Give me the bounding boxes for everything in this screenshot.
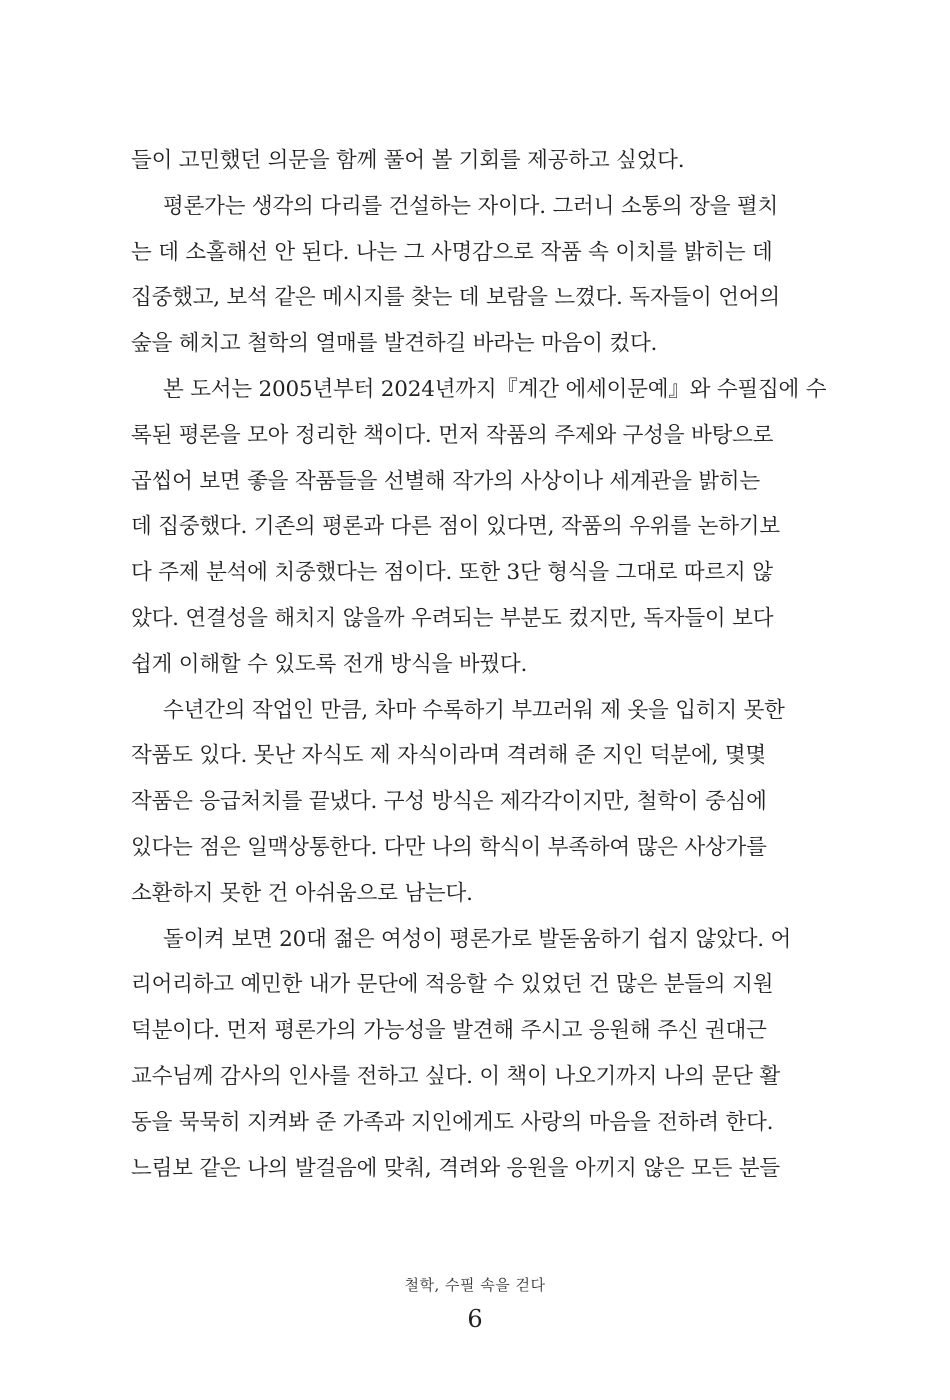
text-line: 들이 고민했던 의문을 함께 풀어 볼 기회를 제공하고 싶었다. [131,148,685,173]
text-line: 곱씹어 보면 좋을 작품들을 선별해 작가의 사상이나 세계관을 밝히는 [131,468,761,494]
text-line: 교수님께 감사의 인사를 전하고 싶다. 이 책이 나오기까지 나의 문단 활 [131,1063,780,1089]
body-text [131,138,827,1191]
text-line: 다 주제 분석에 치중했다는 점이다. 또한 3단 형식을 그대로 따르지 않 [131,560,773,586]
paragraph [131,917,791,1192]
paragraph [131,688,791,917]
text-line: 쉽게 이해할 수 있도록 전개 방식을 바꿨다. [131,651,528,677]
text-line: 집중했고, 보석 같은 메시지를 찾는 데 보람을 느꼈다. 독자들이 언어의 [131,285,780,311]
text-line: 덕분이다. 먼저 평론가의 가능성을 발견해 주시고 응원해 주신 권대근 [131,1018,767,1044]
text-line: 본 도서는 2005년부터 2024년까지『계간 에세이문예』와 수필집에 수 [163,376,827,402]
text-line: 작품은 응급처치를 끝냈다. 구성 방식은 제각각이지만, 철학이 중심에 [131,789,767,815]
text-line: 작품도 있다. 못난 자식도 제 자식이라며 격려해 준 지인 덕분에, 몇몇 [131,743,766,769]
text-line: 숲을 헤치고 철학의 열매를 발견하길 바라는 마음이 컸다. [131,331,658,357]
running-footer-book-title: 철학, 수필 속을 걷다 [404,1276,546,1294]
text-line: 동을 묵묵히 지켜봐 준 가족과 지인에게도 사랑의 마음을 전하려 한다. [131,1109,774,1135]
text-line: 느림보 같은 나의 발걸음에 맞춰, 격려와 응원을 아끼지 않은 모든 분들 [131,1155,780,1181]
paragraph [131,138,791,184]
text-line: 리어리하고 예민한 내가 문단에 적응할 수 있었던 건 많은 분들의 지원 [131,972,774,998]
text-line: 는 데 소홀해선 안 된다. 나는 그 사명감으로 작품 속 이치를 밝히는 데 [131,239,773,265]
text-line: 소환하지 못한 건 아쉬움으로 남는다. [131,880,473,906]
paragraph [131,184,791,367]
text-line: 았다. 연결성을 해치지 않을까 우려되는 부분도 컸지만, 독자들이 보다 [131,605,774,631]
paragraph [131,367,827,688]
text-line: 돌이켜 보면 20대 젊은 여성이 평론가로 발돋움하기 쉽지 않았다. 어 [163,926,792,952]
text-line: 데 집중했다. 기존의 평론과 다른 점이 있다면, 작품의 우위를 논하기보 [131,514,780,540]
text-line: 있다는 점은 일맥상통한다. 다만 나의 학식이 부족하여 많은 사상가를 [131,834,767,860]
text-line: 평론가는 생각의 다리를 건설하는 자이다. 그러니 소통의 장을 펼치 [163,193,779,219]
page-number: 6 [467,1305,483,1333]
text-line: 록된 평론을 모아 정리한 책이다. 먼저 작품의 주제와 구성을 바탕으로 [131,422,774,448]
text-line: 수년간의 작업인 만큼, 차마 수록하기 부끄러워 제 옷을 입히지 못한 [163,697,785,723]
